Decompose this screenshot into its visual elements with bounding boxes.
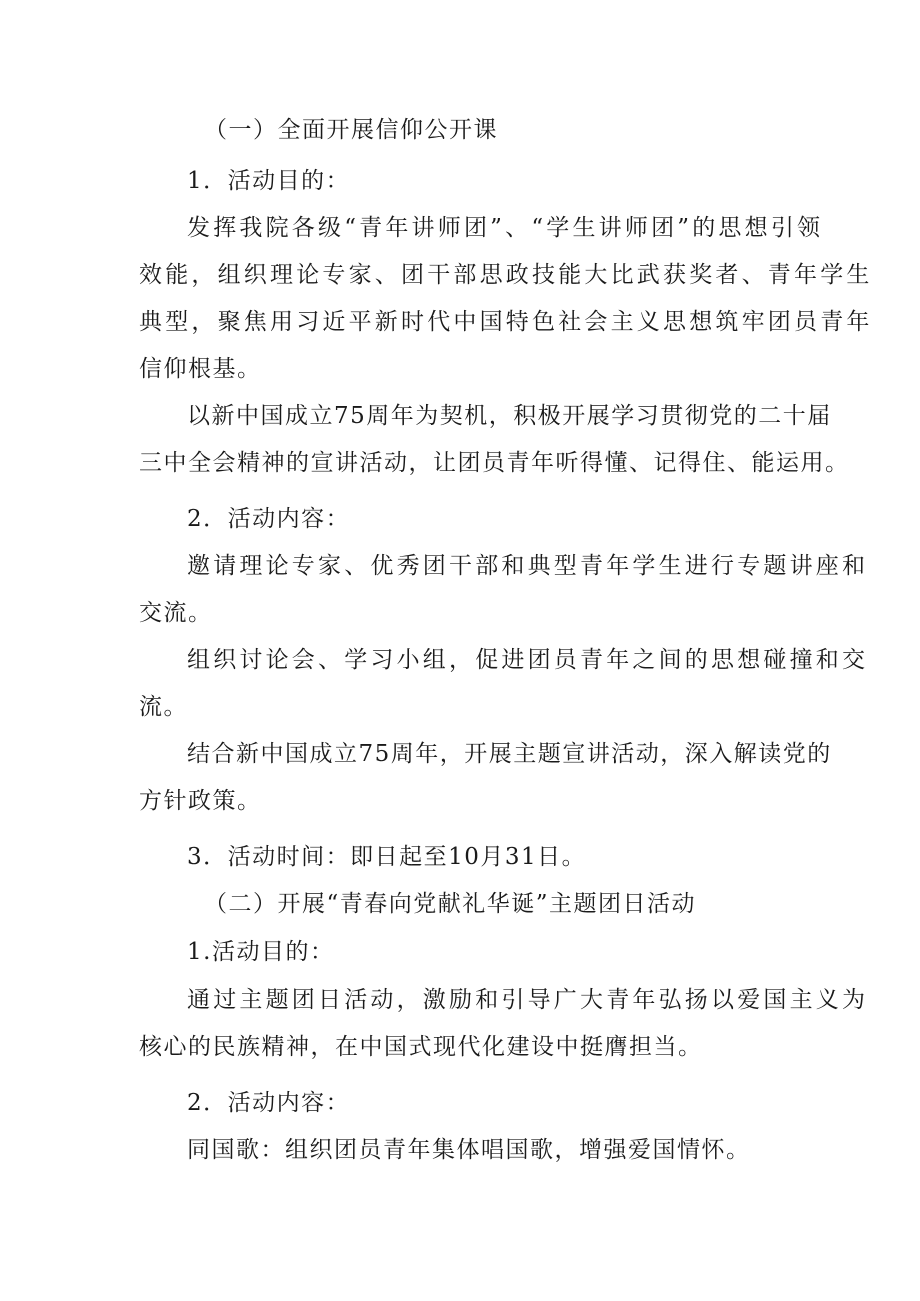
paragraph-line: 核心的民族精神，在中国式现代化建设中挺膺担当。	[139, 1034, 703, 1060]
paragraph-line: 邀请理论专家、优秀团干部和典型青年学生进行专题讲座和	[187, 553, 869, 579]
section-1-item-3: 3．活动时间：即日起至10月31日。	[187, 844, 587, 870]
paragraph-line: 效能，组织理论专家、团干部思政技能大比武获奖者、青年学生	[139, 262, 873, 288]
paragraph-line: 以新中国成立75周年为契机，积极开展学习贯彻党的二十届	[187, 403, 832, 429]
paragraph-line: 方针政策。	[139, 788, 262, 814]
section-1-heading: （一）全面开展信仰公开课	[204, 117, 498, 143]
section-1-item-1-heading: 1．活动目的：	[187, 168, 351, 194]
section-2-item-2-heading: 2．活动内容：	[187, 1090, 351, 1116]
paragraph-line: 交流。	[139, 600, 213, 626]
paragraph-line: 组织讨论会、学习小组，促进团员青年之间的思想碰撞和交	[187, 647, 869, 673]
paragraph-line: 通过主题团日活动，激励和引导广大青年弘扬以爱国主义为	[187, 987, 869, 1013]
paragraph-line: 三中全会精神的宣讲活动，让团员青年听得懂、记得住、能运用。	[139, 450, 850, 476]
paragraph-line: 结合新中国成立75周年，开展主题宣讲活动，深入解读党的	[187, 741, 832, 767]
paragraph-line: 流。	[139, 694, 188, 720]
section-2-heading: （二）开展“青春向党献礼华诞”主题团日活动	[204, 891, 697, 917]
section-1-item-2-heading: 2．活动内容：	[187, 506, 351, 532]
paragraph-line: 信仰根基。	[139, 356, 262, 382]
section-2-item-1-heading: 1.活动目的：	[187, 939, 335, 965]
paragraph-line: 典型，聚焦用习近平新时代中国特色社会主义思想筑牢团员青年	[139, 309, 873, 335]
paragraph-line: 同国歌：组织团员青年集体唱国歌，增强爱国情怀。	[187, 1137, 751, 1163]
paragraph-line: 发挥我院各级“青年讲师团”、“学生讲师团”的思想引领	[187, 215, 824, 241]
